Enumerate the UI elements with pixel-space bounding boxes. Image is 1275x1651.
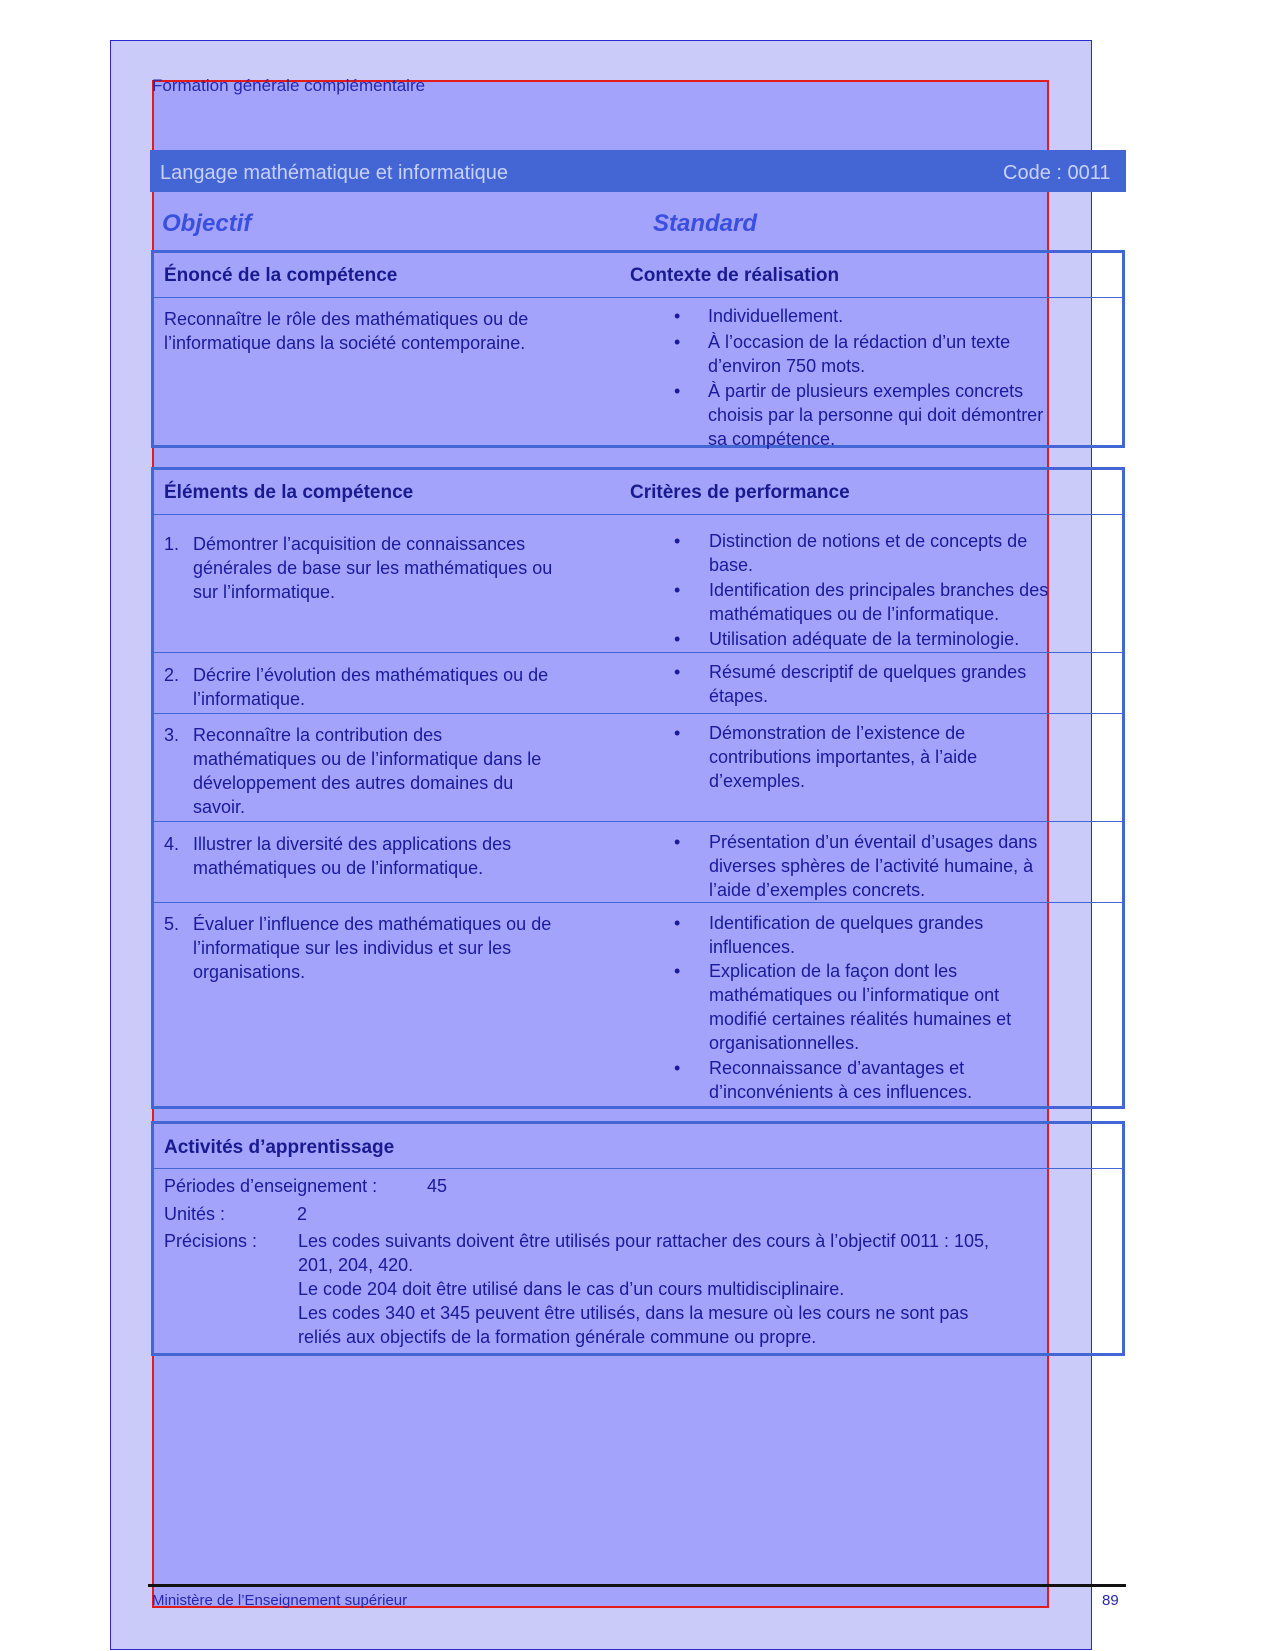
criterion-line: mathématiques ou l’informatique ont: [709, 985, 1000, 1005]
element-number: 1.: [164, 534, 180, 554]
element-line: Décrire l’évolution des mathématiques ou de: [193, 665, 549, 685]
element-line: mathématiques ou de l’informatique dans le: [193, 749, 542, 769]
row-divider: [154, 821, 1122, 822]
element-number: 5.: [164, 914, 180, 934]
criterion-line: Reconnaissance d’avantages et: [709, 1058, 965, 1078]
precisions-line: Les codes 340 et 345 peuvent être utilisés, dans la mesure où les cours ne sont pas: [298, 1303, 969, 1323]
row-divider: [154, 713, 1122, 714]
row-divider: [154, 902, 1122, 903]
element-line: développement des autres domaines du: [193, 773, 514, 793]
row-divider: [154, 652, 1122, 653]
bullet-icon: •: [674, 913, 681, 933]
element-line: Démontrer l’acquisition de connaissances: [193, 534, 526, 554]
criterion-line: Explication de la façon dont les: [709, 961, 958, 981]
precisions-line: reliés aux objectifs de la formation générale commune ou propre.: [298, 1327, 817, 1347]
context-header: Contexte de réalisation: [630, 265, 840, 286]
element-line: organisations.: [193, 962, 306, 982]
page-number: 89: [1102, 1592, 1119, 1609]
bullet-icon: •: [674, 662, 681, 682]
criterion-line: base.: [709, 555, 754, 575]
bullet-icon: •: [674, 332, 681, 352]
element-line: Illustrer la diversité des applications des: [193, 834, 512, 854]
bullet-icon: •: [674, 580, 681, 600]
criterion-line: Identification des principales branches des: [709, 580, 1049, 600]
elements-box: [151, 467, 1125, 1109]
context-item: d’environ 750 mots.: [708, 356, 866, 376]
objective-heading: Objectif: [162, 210, 252, 237]
bullet-icon: •: [674, 306, 681, 326]
standard-heading: Standard: [653, 210, 758, 237]
context-item: À partir de plusieurs exemples concrets: [708, 381, 1024, 401]
bullet-icon: •: [674, 961, 681, 981]
competence-statement-header: Énoncé de la compétence: [164, 265, 398, 286]
criterion-line: l’aide d’exemples concrets.: [709, 880, 926, 900]
element-line: l’informatique sur les individus et sur les: [193, 938, 512, 958]
criteria-header: Critères de performance: [630, 482, 850, 503]
competence-statement-line: l’informatique dans la société contemporaine.: [164, 333, 526, 353]
elements-header: Éléments de la compétence: [164, 482, 414, 503]
competence-box: [151, 250, 1125, 448]
criterion-line: d’exemples.: [709, 771, 806, 791]
criterion-line: contributions importantes, à l’aide: [709, 747, 978, 767]
bullet-icon: •: [674, 381, 681, 401]
context-item: sa compétence.: [708, 429, 836, 449]
periods-value: 45: [427, 1176, 448, 1196]
document-title: Langage mathématique et informatique: [160, 162, 509, 184]
criterion-line: organisationnelles.: [709, 1033, 860, 1053]
element-line: mathématiques ou de l’informatique.: [193, 858, 484, 878]
precisions-line: 201, 204, 420.: [298, 1255, 414, 1275]
units-value: 2: [297, 1204, 308, 1224]
criterion-line: Présentation d’un éventail d’usages dans: [709, 832, 1038, 852]
precisions-line: Les codes suivants doivent être utilisés pour rattacher des cours à l’objectif 0011 : 105,: [298, 1231, 990, 1251]
criterion-line: mathématiques ou de l’informatique.: [709, 604, 1000, 624]
criterion-line: étapes.: [709, 686, 769, 706]
context-item: À l’occasion de la rédaction d’un texte: [708, 332, 1011, 352]
periods-label: Périodes d’enseignement :: [164, 1176, 378, 1196]
element-line: l’informatique.: [193, 689, 306, 709]
element-number: 2.: [164, 665, 180, 685]
bullet-icon: •: [674, 629, 681, 649]
criterion-line: d’inconvénients à ces influences.: [709, 1082, 973, 1102]
precisions-label: Précisions :: [164, 1231, 258, 1251]
element-number: 4.: [164, 834, 180, 854]
criterion-line: Distinction de notions et de concepts de: [709, 531, 1028, 551]
element-number: 3.: [164, 725, 180, 745]
objective-code: Code : 0011: [1003, 162, 1111, 184]
criterion-line: Utilisation adéquate de la terminologie.: [709, 629, 1020, 649]
competence-statement-line: Reconnaître le rôle des mathématiques ou de: [164, 309, 529, 329]
element-line: Reconnaître la contribution des: [193, 725, 443, 745]
element-line: savoir.: [193, 797, 246, 817]
criterion-line: influences.: [709, 937, 796, 957]
criterion-line: Démonstration de l’existence de: [709, 723, 966, 743]
element-line: Évaluer l’influence des mathématiques ou de: [193, 914, 552, 934]
context-item: choisis par la personne qui doit démontrer: [708, 405, 1044, 425]
element-line: générales de base sur les mathématiques ou: [193, 558, 553, 578]
bullet-icon: •: [674, 531, 681, 551]
criterion-line: diverses sphères de l’activité humaine, à: [709, 856, 1034, 876]
bullet-icon: •: [674, 1058, 681, 1078]
element-line: sur l’informatique.: [193, 582, 336, 602]
context-item: Individuellement.: [708, 306, 844, 326]
precisions-line: Le code 204 doit être utilisé dans le cas d’un cours multidisciplinaire.: [298, 1279, 845, 1299]
running-header: Formation générale complémentaire: [152, 76, 426, 95]
units-label: Unités :: [164, 1204, 226, 1224]
bullet-icon: •: [674, 723, 681, 743]
criterion-line: Résumé descriptif de quelques grandes: [709, 662, 1027, 682]
activities-header: Activités d’apprentissage: [164, 1137, 395, 1158]
bullet-icon: •: [674, 832, 681, 852]
footer-ministry: Ministère de l’Enseignement supérieur: [152, 1592, 408, 1609]
criterion-line: modifié certaines réalités humaines et: [709, 1009, 1012, 1029]
footer-rule: [148, 1584, 1126, 1587]
criterion-line: Identification de quelques grandes: [709, 913, 984, 933]
activities-box: [151, 1121, 1125, 1356]
